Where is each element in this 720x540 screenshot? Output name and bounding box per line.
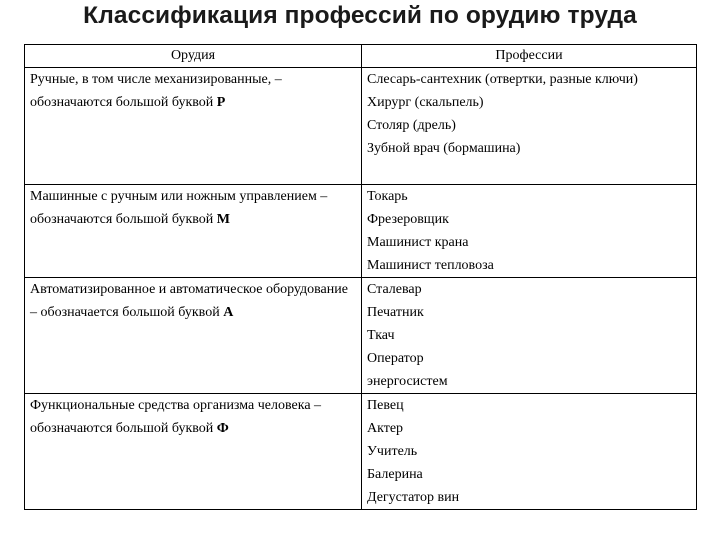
- tools-description: Машинные с ручным или ножным управлением – обозначаются большой буквой: [30, 189, 328, 227]
- profession-item: Учитель: [367, 444, 418, 459]
- tools-cell: [25, 394, 362, 510]
- profession-item: Столяр (дрель): [367, 118, 456, 133]
- page-title: Классификация профессий по орудию труда: [83, 2, 637, 29]
- tools-cell: [25, 68, 362, 185]
- professions-cell: [362, 278, 697, 394]
- profession-item: Певец: [367, 398, 404, 413]
- tools-cell: [25, 278, 362, 394]
- profession-item: Фрезеровщик: [367, 212, 449, 227]
- table-row: [25, 278, 697, 394]
- profession-item: Балерина: [367, 467, 423, 482]
- tools-letter: А: [223, 305, 234, 320]
- profession-item: Печатник: [367, 305, 424, 320]
- profession-item: энергосистем: [367, 374, 448, 389]
- table-row: [25, 394, 697, 510]
- tools-description: Ручные, в том числе механизированные, – обозначаются большой буквой: [30, 72, 282, 110]
- table-row: [25, 185, 697, 278]
- profession-item: Слесарь-сантехник (отвертки, разные ключи): [367, 72, 638, 87]
- profession-item: Машинист крана: [367, 235, 469, 250]
- professions-cell: [362, 185, 697, 278]
- header-tools: Орудия: [25, 45, 362, 68]
- tools-description: Автоматизированное и автоматическое оборудование – обозначается большой буквой: [30, 282, 348, 320]
- tools-letter: М: [216, 212, 230, 227]
- profession-item: Актер: [367, 421, 404, 436]
- professions-cell: [362, 68, 697, 185]
- tools-letter: Ф: [216, 421, 229, 436]
- profession-item: Сталевар: [367, 282, 422, 297]
- header-row: [25, 45, 697, 68]
- profession-item: Зубной врач (бормашина): [367, 141, 521, 156]
- profession-item: Ткач: [367, 328, 395, 343]
- profession-item: Хирург (скальпель): [367, 95, 484, 110]
- profession-item: Оператор: [367, 351, 424, 366]
- tools-cell: [25, 185, 362, 278]
- professions-cell: [362, 394, 697, 510]
- tools-description: Функциональные средства организма человека – обозначаются большой буквой: [30, 398, 322, 436]
- header-professions: Профессии: [362, 45, 697, 68]
- table-row: [25, 68, 697, 185]
- profession-item: Дегустатор вин: [367, 490, 460, 505]
- classification-table: [24, 44, 697, 510]
- profession-item: Машинист тепловоза: [367, 258, 494, 273]
- tools-letter: Р: [216, 95, 226, 110]
- profession-item: Токарь: [367, 189, 408, 204]
